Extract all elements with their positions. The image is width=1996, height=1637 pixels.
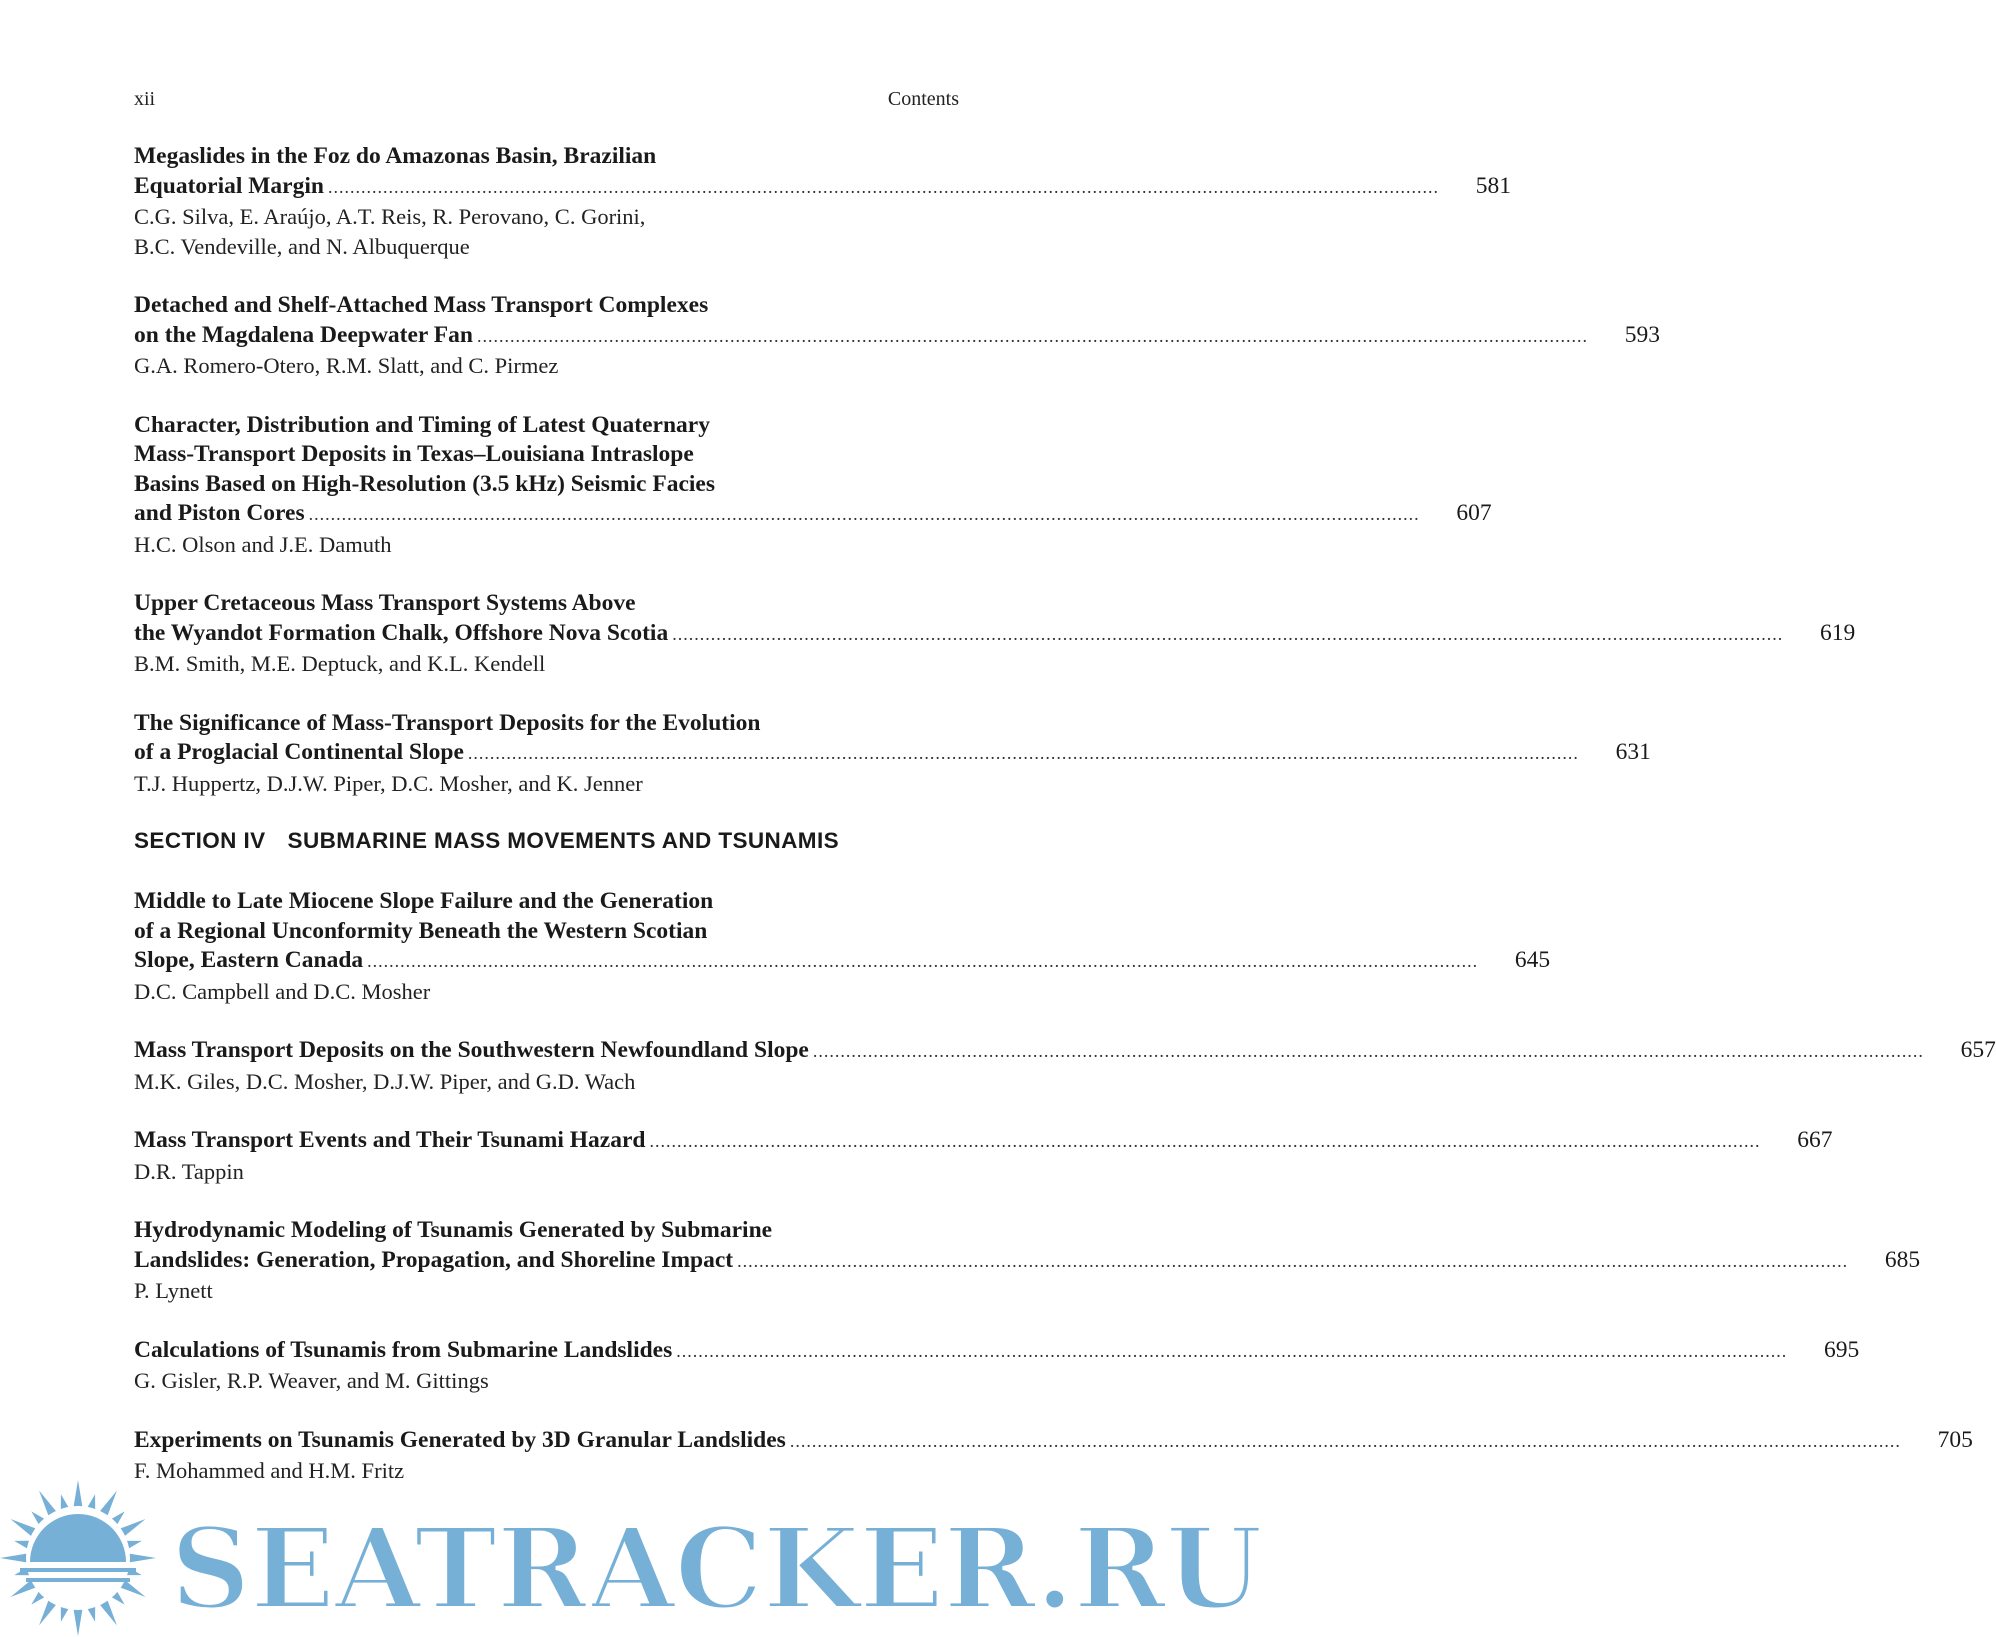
entry-title-line: Middle to Late Miocene Slope Failure and the Generation	[134, 888, 714, 914]
entry-authors: M.K. Giles, D.C. Mosher, D.J.W. Piper, and G.D. Wach	[134, 1068, 636, 1094]
entry-page-number: 631	[1615, 739, 1651, 765]
sun-ray	[73, 1480, 83, 1510]
toc-entry[interactable]	[134, 142, 1511, 261]
entry-final-line	[134, 1036, 1996, 1067]
entry-page-number: 657	[1960, 1037, 1996, 1063]
toc-entry[interactable]	[134, 887, 1551, 1006]
toc-entry[interactable]	[134, 411, 1492, 560]
entry-title-last-line: Slope, Eastern Canada	[134, 947, 364, 973]
entry-final-line	[134, 1126, 1833, 1157]
dot-leader	[790, 1427, 1901, 1457]
dot-leader	[328, 173, 1439, 203]
section-title: SUBMARINE MASS MOVEMENTS AND TSUNAMIS	[287, 828, 840, 853]
entry-final-line	[134, 321, 1660, 352]
toc-entry[interactable]	[134, 1426, 1973, 1486]
entry-authors: C.G. Silva, E. Araújo, A.T. Reis, R. Perovano, C. Gorini,	[134, 204, 646, 229]
entry-final-line	[134, 946, 1551, 977]
entry-page-number: 667	[1797, 1127, 1833, 1153]
entry-title-line: Character, Distribution and Timing of Latest Quaternary	[134, 411, 710, 438]
entry-title-last-line: Equatorial Margin	[134, 172, 324, 199]
toc-entry[interactable]	[134, 1126, 1833, 1186]
entry-page-number: 581	[1475, 172, 1511, 199]
entry-title-line: Upper Cretaceous Mass Transport Systems Above	[134, 590, 636, 616]
entry-title-last-line: Experiments on Tsunamis Generated by 3D Granular Landslides	[134, 1426, 786, 1453]
sun-ray	[126, 1553, 156, 1563]
running-title: Contents	[887, 88, 959, 110]
toc-entry[interactable]	[134, 1336, 1860, 1396]
entry-authors: F. Mohammed and H.M. Fritz	[134, 1458, 405, 1483]
entry-page-number: 619	[1819, 619, 1856, 646]
entry-authors: B.M. Smith, M.E. Deptuck, and K.L. Kendell	[134, 651, 546, 676]
entry-authors: H.C. Olson and J.E. Damuth	[134, 531, 392, 557]
entry-title-last-line: and Piston Cores	[134, 500, 305, 526]
entry-title-line: The Significance of Mass-Transport Deposits for the Evolution	[134, 709, 761, 736]
watermark-text: SEATRACKER.RU	[170, 1504, 1263, 1635]
entry-title-last-line: on the Magdalena Deepwater Fan	[134, 321, 473, 348]
entry-final-line	[134, 619, 1856, 650]
entry-title-last-line: Calculations of Tsunamis from Submarine Landslides	[134, 1336, 673, 1363]
entry-title-line: Mass-Transport Deposits in Texas–Louisiana Intraslope	[134, 441, 694, 467]
toc-entry[interactable]	[134, 709, 1651, 799]
entry-page-number: 685	[1884, 1246, 1921, 1273]
dot-leader	[367, 947, 1478, 977]
dot-leader	[813, 1037, 1924, 1067]
dot-leader	[649, 1127, 1760, 1157]
entry-title-line: Basins Based on High-Resolution (3.5 kHz) Seismic Facies	[134, 470, 716, 497]
entry-title-line: Hydrodynamic Modeling of Tsunamis Generated by Submarine	[134, 1217, 773, 1243]
entry-title-line: of a Regional Unconformity Beneath the Western Scotian	[134, 917, 708, 944]
dot-leader	[477, 322, 1588, 352]
entry-final-line	[134, 172, 1511, 203]
toc-entry[interactable]	[134, 291, 1660, 381]
entry-title-line: Detached and Shelf-Attached Mass Transport Complexes	[134, 292, 709, 318]
page-number: xii	[134, 88, 156, 110]
entry-final-line	[134, 499, 1492, 530]
entry-page-number: 593	[1624, 321, 1660, 348]
entry-final-line	[134, 1336, 1860, 1367]
entry-title-last-line: Mass Transport Deposits on the Southwestern Newfoundland Slope	[134, 1037, 809, 1063]
entry-authors: G.A. Romero-Otero, R.M. Slatt, and C. Pirmez	[134, 353, 559, 378]
toc-entry[interactable]	[134, 589, 1856, 679]
dot-leader	[468, 739, 1579, 769]
entry-page-number: 607	[1456, 500, 1492, 526]
running-head	[134, 88, 959, 111]
dot-leader	[309, 500, 1420, 530]
entry-title-last-line: Mass Transport Events and Their Tsunami Hazard	[134, 1127, 646, 1153]
entry-title-last-line: of a Proglacial Continental Slope	[134, 739, 464, 765]
dot-leader	[672, 620, 1783, 650]
section-number: SECTION IV	[134, 828, 266, 853]
section-heading	[134, 828, 959, 854]
entry-title-last-line: Landslides: Generation, Propagation, and Shoreline Impact	[134, 1246, 734, 1273]
entry-title-line: Megaslides in the Foz do Amazonas Basin, Brazilian	[134, 143, 657, 169]
toc-entry[interactable]	[134, 1216, 1921, 1306]
sun-icon	[0, 1480, 156, 1636]
entry-page-number: 705	[1937, 1426, 1973, 1453]
entry-authors: B.C. Vendeville, and N. Albuquerque	[134, 233, 470, 259]
entry-final-line	[134, 738, 1651, 769]
sun-ray	[73, 1606, 83, 1636]
entry-page-number: 645	[1514, 947, 1551, 973]
entry-final-line	[134, 1426, 1973, 1457]
entry-final-line	[134, 1246, 1921, 1277]
entry-title-last-line: the Wyandot Formation Chalk, Offshore Nova Scotia	[134, 619, 669, 646]
entry-page-number: 695	[1824, 1336, 1860, 1363]
dot-leader	[737, 1247, 1848, 1277]
entry-authors: P. Lynett	[134, 1278, 213, 1303]
entry-authors: D.C. Campbell and D.C. Mosher	[134, 978, 431, 1004]
entry-authors: G. Gisler, R.P. Weaver, and M. Gittings	[134, 1368, 489, 1393]
dot-leader	[676, 1337, 1787, 1367]
entry-authors: T.J. Huppertz, D.J.W. Piper, D.C. Mosher, and K. Jenner	[134, 770, 643, 796]
toc-entry[interactable]	[134, 1036, 1996, 1096]
table-of-contents	[134, 142, 1996, 1516]
entry-authors: D.R. Tappin	[134, 1158, 244, 1184]
sun-ray	[0, 1553, 30, 1563]
